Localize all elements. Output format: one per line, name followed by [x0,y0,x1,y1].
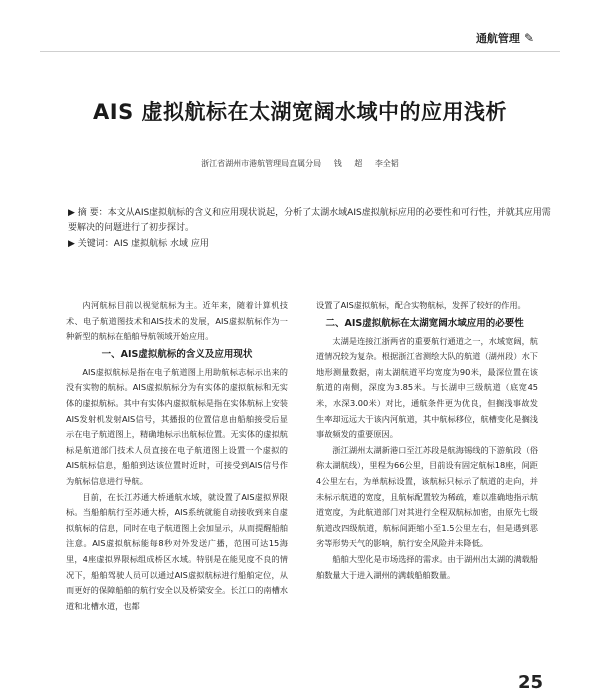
author-name: 李全韬 [374,159,399,168]
paragraph: 浙江湖州太湖新港口至江苏段是航海锡线的下游航段（俗称太湖航线），里程为66公里，目前设有固定航标18座，间距4公里左右，为单航标设置，该航标只标示了航道的走向，并未标示航道的宽度，且航标配置较为稀疏，难以准确地指示航道宽度，为此航道部门对其进行全程双航标加密，由原先七级航道改四级航道，航标间距缩小至1.5公里左右，但是遇到恶劣等形势天气的影响，航行安全风险并未降低。 [316,444,538,549]
section-heading-1: 一、AIS虚拟航标的含义及应用现状 [101,348,253,360]
left-column [66,298,288,614]
abstract-block [68,206,554,252]
page-number: 25 [518,672,544,693]
abstract [68,206,554,236]
paragraph: 目前，在长江苏通大桥通航水域，就设置了AIS虚拟界限标。当船舶航行至苏通大桥，AIS系统就能自动接收到来自虚拟航标的信息，同时在电子航道图上会加显示，从而提醒船舶注意。AIS虚拟航标能每8秒对外发送广播，范围可达15海里，4座虚拟界限标组成桥区水域。特别是在能见度不良的情况下，船舶驾驶人员可以通过AIS虚拟航标进行船舶定位，从而更好的保障船舶的航行安全以及桥梁安全。长江口的南槽水道和北槽水道，也都 [66,491,288,611]
abstract-label: ▶ 摘 要： [68,208,108,218]
pen-icon: ✎ [523,31,534,45]
keywords-label: ▶ 关键词： [68,239,114,249]
paragraph: AIS虚拟航标是指在电子航道图上用助航标志标示出来的没有实物的航标。AIS虚拟航标分为有实体的虚拟航标和无实体的虚拟航标。其中有实体内虚拟航标是指在实体航标上安装AIS发射机发射AIS信号，其播报的位置信息由船舶接受后显示在电子航道图上，精确地标示出航标位置。无实体的虚拟航标是航道部门技术人员直接在电子航道图上设置一个虚拟的AIS航标信息，船舶到达该位置时近时，可接受到AIS信号作为航标信息进行导航。 [66,366,288,486]
keywords [68,237,554,252]
section-tag-label: 通航管理 [475,32,520,45]
article-title: AIS 虚拟航标在太湖宽阔水域中的应用浅析 [93,100,507,124]
author-affiliation: 浙江省湖州市港航管理局直属分局 [201,159,322,168]
section-tag [476,30,534,46]
paragraph: 太湖是连接江浙两省的重要航行通道之一，水域宽阔，航道情况较为复杂。根据浙江省测绘大队的航道（湖州段）水下地形测量数据，南太湖航道平均宽度为90米，最深位置在该航道的南侧，深度为3.85米。与长湖申三级航道（底宽45米，水深3.00米）对比，通航条件更为优良，但搁浅事故发生率却远远大于该内河航道，其中航标移位，航槽变化是搁浅事故频发的重要原因。 [316,335,538,440]
keywords-text: AIS 虚拟航标 水域 应用 [113,239,209,249]
right-column [316,298,538,583]
paragraph: 船舶大型化是市场选择的需求。由于湖州出太湖的满载船舶数量大于进入湖州的满载船舶数量。 [316,553,538,580]
author-name: 钱 [333,159,342,168]
header-divider [40,51,560,52]
paragraph: 内河航标目前以视觉航标为主。近年来，随着计算机技术、电子航道图技术和AIS技术的发展，AIS虚拟航标作为一种新型的航标在船舶导航领域开始应用。 [66,300,288,342]
paragraph: 设置了AIS虚拟航标，配合实物航标，发挥了较好的作用。 [316,300,526,310]
author-line [0,158,600,169]
abstract-text: 本文从AIS虚拟航标的含义和应用现状说起，分析了太湖水域AIS虚拟航标应用的必要性和可行性，并就其应用需要解决的问题进行了初步探讨。 [68,208,551,233]
section-heading-2: 二、AIS虚拟航标在太湖宽阔水域应用的必要性 [325,317,524,329]
author-name: 超 [354,159,363,168]
